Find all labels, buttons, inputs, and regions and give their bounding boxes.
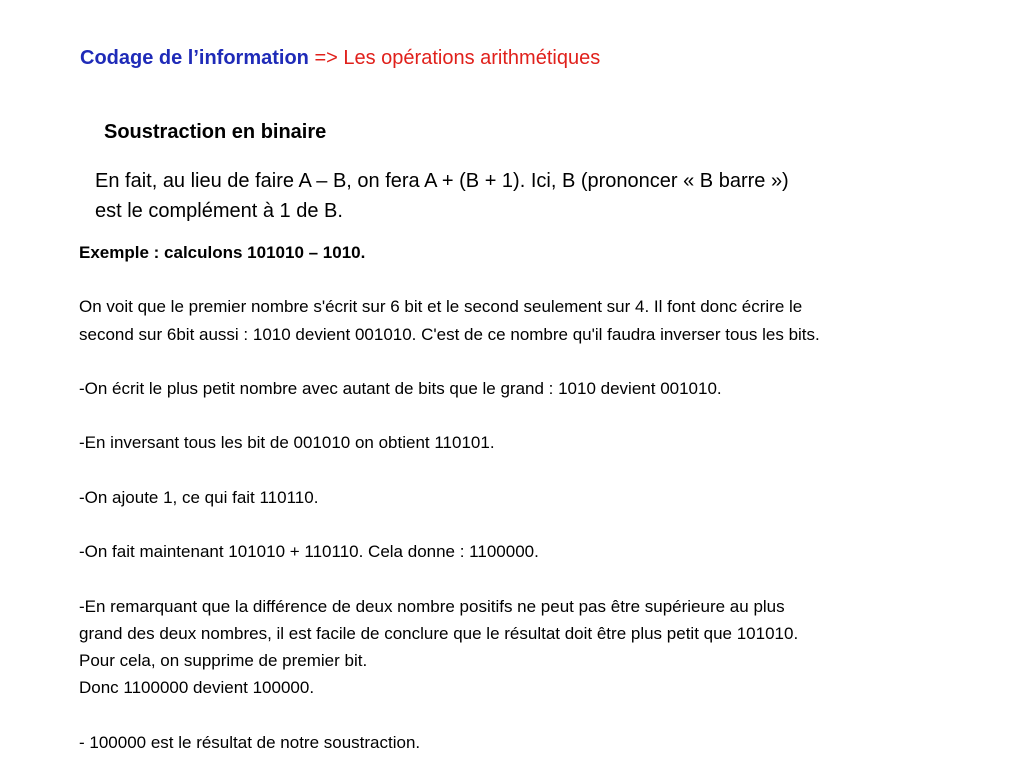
step-5-line: grand des deux nombres, il est facile de conclure que le résultat doit être plus petit que 101010. [79, 623, 799, 643]
body-text [79, 239, 999, 756]
intro-line: est le complément à 1 de B. [95, 200, 343, 222]
step-5-line: -En remarquant que la différence de deux nombre positifs ne peut pas être supérieure au plus [79, 596, 785, 616]
step-1: -On écrit le plus petit nombre avec autant de bits que le grand : 1010 devient 001010. [79, 378, 722, 398]
paragraph-line: second sur 6bit aussi : 1010 devient 001010. C'est de ce nombre qu'il faudra inverser tous les bits. [79, 324, 820, 344]
paragraph-line: On voit que le premier nombre s'écrit sur 6 bit et le second seulement sur 4. Il font donc écrire le [79, 297, 803, 317]
example-heading: Exemple : calculons 101010 – 1010. [79, 243, 366, 262]
step-3: -On ajoute 1, ce qui fait 110110. [79, 487, 319, 507]
intro-line: En fait, au lieu de faire A – B, on fera A + (B + 1). Ici, B (prononcer « B barre ») [95, 170, 789, 192]
title-main: Codage de l’information [80, 47, 309, 69]
conclusion: - 100000 est le résultat de notre soustraction. [79, 732, 421, 752]
title-suffix: => Les opérations arithmétiques [308, 47, 601, 69]
step-5-line: Donc 1100000 devient 100000. [79, 678, 315, 698]
section-heading: Soustraction en binaire [104, 121, 327, 143]
step-4: -On fait maintenant 101010 + 110110. Cela donne : 1100000. [79, 542, 539, 562]
step-5-line: Pour cela, on supprime de premier bit. [79, 650, 368, 670]
step-2: -En inversant tous les bit de 001010 on obtient 110101. [79, 433, 495, 453]
intro-text [95, 166, 975, 226]
slide-title [80, 44, 600, 72]
